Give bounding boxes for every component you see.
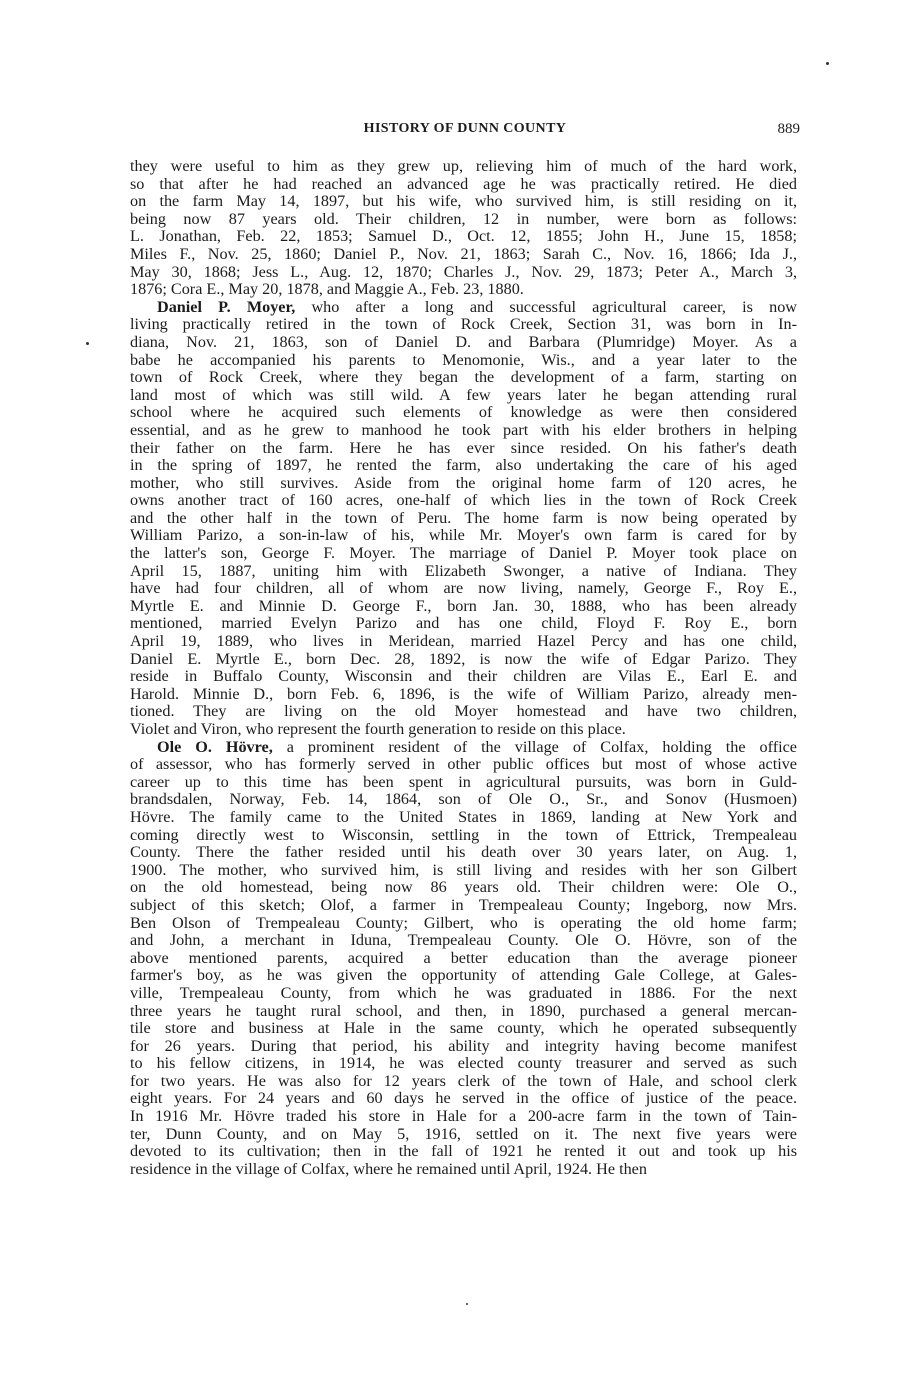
text-line: on the farm May 14, 1897, but his wife, who survived him, is still residing on it,: [130, 192, 797, 211]
text-line: reside in Buffalo County, Wisconsin and their children are Vilas E., Earl E. and: [130, 667, 797, 686]
text-line: for two years. He was also for 12 years clerk of the town of Hale, and school clerk: [130, 1071, 797, 1090]
text-line: on the old homestead, being now 86 years old. Their children were: Ole O.,: [130, 878, 797, 897]
paragraph: [130, 739, 797, 1179]
text-line: and the other half in the town of Peru. The home farm is now being operated by: [130, 508, 797, 527]
text-line: their father on the farm. Here he has ever since resided. On his father's death: [130, 438, 797, 457]
text-line: farmer's boy, as he was given the opportunity of attending Gale College, at Gales-: [130, 966, 797, 985]
text-line: Miles F., Nov. 25, 1860; Daniel P., Nov. 21, 1863; Sarah C., Nov. 16, 1866; Ida J.,: [130, 244, 797, 263]
text-line: the latter's son, George F. Moyer. The marriage of Daniel P. Moyer took place on: [130, 544, 797, 563]
text-line: Hövre. The family came to the United States in 1869, landing at New York and: [130, 807, 797, 826]
text-line: essential, and as he grew to manhood he took part with his elder brothers in helping: [130, 420, 797, 439]
text-line: Harold. Minnie D., born Feb. 6, 1896, is the wife of William Parizo, already men-: [130, 684, 797, 703]
text-line: eight years. For 24 years and 60 days he served in the office of justice of the peace.: [130, 1089, 797, 1108]
scan-speck: [86, 342, 89, 345]
text-line: being now 87 years old. Their children, 12 in number, were born as follows:: [130, 209, 797, 228]
text-line: owns another tract of 160 acres, one-half of which lies in the town of Rock Creek: [130, 491, 797, 510]
text-line: they were useful to him as they grew up, relieving him of much of the hard work,: [130, 157, 797, 175]
text-line: to his fellow citizens, in 1914, he was elected county treasurer and served as such: [130, 1054, 797, 1073]
text-line: [130, 299, 797, 317]
page-number: 889: [777, 121, 800, 137]
text-line: three years he taught rural school, and then, in 1890, purchased a general mercan-: [130, 1001, 797, 1020]
text-line: County. There the father resided until his death over 30 years later, on Aug. 1,: [130, 843, 797, 862]
text-line: William Parizo, a son-in-law of his, while Mr. Moyer's own farm is cared for by: [130, 526, 797, 545]
text-line: land most of which was still wild. A few years later he began attending rural: [130, 385, 797, 404]
text-line: residence in the village of Colfax, where he remained until April, 1924. He then: [130, 1159, 647, 1178]
paragraph: [130, 158, 797, 299]
text-line: Violet and Viron, who represent the fourth generation to reside on this place.: [130, 720, 626, 738]
text-line: In 1916 Mr. Hövre traded his store in Hale for a 200-acre farm in the town of Tain-: [130, 1107, 797, 1126]
text-line: of assessor, who has formerly served in other public offices but most of whose active: [130, 755, 797, 774]
line-text: who after a long and successful agricultural career, is now: [295, 297, 798, 316]
text-line: Daniel E. Myrtle E., born Dec. 28, 1892, is now the wife of Edgar Parizo. They: [130, 649, 797, 668]
text-line: babe he accompanied his parents to Menomonie, Wis., and a year later to the: [130, 350, 797, 369]
text-line: so that after he had reached an advanced age he was practically retired. He died: [130, 174, 797, 193]
text-line: ter, Dunn County, and on May 5, 1916, settled on it. The next five years were: [130, 1124, 797, 1143]
text-line: mother, who still survives. Aside from the original home farm of 120 acres, he: [130, 473, 797, 492]
text-line: Myrtle E. and Minnie D. George F., born Jan. 30, 1888, who has been already: [130, 596, 797, 615]
person-name-heading: Daniel P. Moyer,: [157, 297, 296, 316]
scan-speck: [466, 1303, 468, 1305]
text-line: subject of this sketch; Olof, a farmer in Trempealeau County; Ingeborg, now Mrs.: [130, 895, 797, 914]
text-line: career up to this time has been spent in agricultural pursuits, was born in Guld-: [130, 772, 797, 791]
text-line: mentioned, married Evelyn Parizo and has one child, Floyd F. Roy E., born: [130, 614, 797, 633]
person-name-heading: Ole O. Hövre,: [157, 737, 273, 756]
text-line: diana, Nov. 21, 1863, son of Daniel D. and Barbara (Plumridge) Moyer. As a: [130, 332, 797, 351]
text-line: school where he acquired such elements of knowledge as were then considered: [130, 403, 797, 422]
text-line: devoted to its cultivation; then in the fall of 1921 he rented it out and took up his: [130, 1142, 797, 1161]
scan-speck: [826, 62, 829, 65]
text-line: living practically retired in the town of Rock Creek, Section 31, was born in In-: [130, 315, 797, 334]
running-title: HISTORY OF DUNN COUNTY: [363, 121, 567, 136]
text-line: ville, Trempealeau County, from which he was graduated in 1886. For the next: [130, 983, 797, 1002]
text-line: Ben Olson of Trempealeau County; Gilbert, who is operating the old home farm;: [130, 913, 797, 932]
page-header: [130, 121, 800, 141]
text-line: [130, 739, 797, 757]
text-line: May 30, 1868; Jess L., Aug. 12, 1870; Charles J., Nov. 29, 1873; Peter A., March 3,: [130, 262, 797, 281]
line-text: a prominent resident of the village of Colfax, holding the office: [272, 737, 797, 756]
text-line: April 19, 1889, who lives in Meridean, married Hazel Percy and has one child,: [130, 632, 797, 651]
text-body: [130, 158, 797, 1178]
text-line: in the spring of 1897, he rented the farm, also undertaking the care of his aged: [130, 456, 797, 475]
text-line: brandsdalen, Norway, Feb. 14, 1864, son of Ole O., Sr., and Sonov (Husmoen): [130, 790, 797, 809]
text-line: L. Jonathan, Feb. 22, 1853; Samuel D., Oct. 12, 1855; John H., June 15, 1858;: [130, 227, 797, 246]
text-line: 1900. The mother, who survived him, is still living and resides with her son Gilbert: [130, 860, 797, 879]
text-line: town of Rock Creek, where they began the development of a farm, starting on: [130, 368, 797, 387]
paragraph: [130, 299, 797, 739]
text-line: above mentioned parents, acquired a better education than the average pioneer: [130, 948, 797, 967]
text-line: and John, a merchant in Iduna, Trempealeau County. Ole O. Hövre, son of the: [130, 931, 797, 950]
text-line: for 26 years. During that period, his ability and integrity having become manifest: [130, 1036, 797, 1055]
text-line: tioned. They are living on the old Moyer homestead and have two children,: [130, 702, 797, 721]
text-line: coming directly west to Wisconsin, settling in the town of Ettrick, Trempealeau: [130, 825, 797, 844]
text-line: have had four children, all of whom are now living, namely, George F., Roy E.,: [130, 579, 797, 598]
text-line: tile store and business at Hale in the same county, which he operated subsequently: [130, 1019, 797, 1038]
text-line: April 15, 1887, uniting him with Elizabeth Swonger, a native of Indiana. They: [130, 561, 797, 580]
text-line: 1876; Cora E., May 20, 1878, and Maggie A., Feb. 23, 1880.: [130, 280, 524, 299]
